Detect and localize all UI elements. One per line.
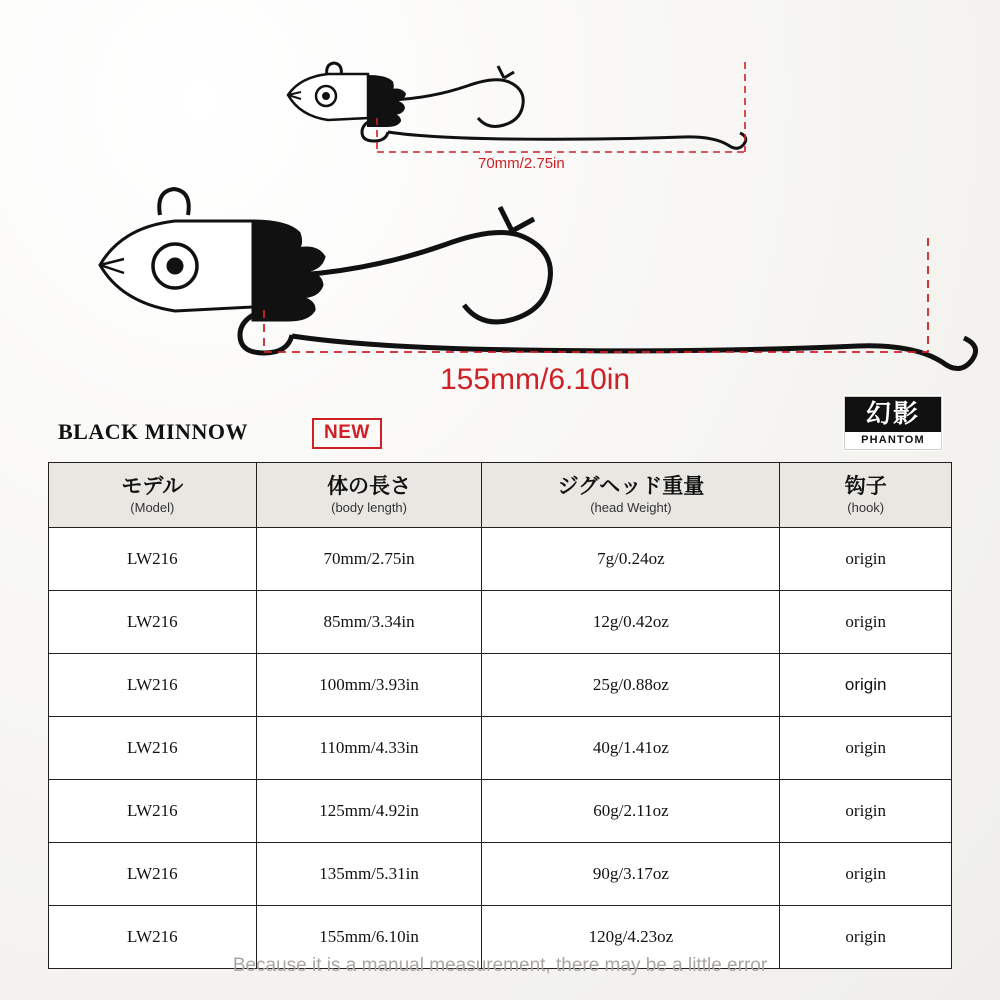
spec-table-wrapper xyxy=(48,462,952,969)
cell-body-length: 135mm/5.31in xyxy=(256,843,482,906)
cell-model: LW216 xyxy=(49,591,257,654)
table-row xyxy=(49,717,952,780)
table-row xyxy=(49,843,952,906)
cell-body-length: 110mm/4.33in xyxy=(256,717,482,780)
cell-body-length: 125mm/4.92in xyxy=(256,780,482,843)
cell-model: LW216 xyxy=(49,906,257,969)
product-name: BLACK MINNOW xyxy=(58,419,248,444)
cell-head-weight: 25g/0.88oz xyxy=(482,654,780,717)
small-lure-dimension-label: 70mm/2.75in xyxy=(478,155,565,172)
large-lure-dimension-guides xyxy=(264,238,928,352)
table-row xyxy=(49,780,952,843)
table-header-row xyxy=(49,463,952,528)
cell-body-length: 155mm/6.10in xyxy=(256,906,482,969)
cell-body-length: 85mm/3.34in xyxy=(256,591,482,654)
table-row xyxy=(49,591,952,654)
column-header-model-en: (Model) xyxy=(130,500,175,515)
cell-head-weight: 7g/0.24oz xyxy=(482,528,780,591)
spec-table xyxy=(48,462,952,969)
cell-hook: origin xyxy=(780,528,952,591)
cell-hook: origin xyxy=(780,717,952,780)
table-row xyxy=(49,528,952,591)
column-header-model xyxy=(49,463,257,528)
cell-hook: origin xyxy=(780,654,952,717)
cell-head-weight: 40g/1.41oz xyxy=(482,717,780,780)
column-header-head-weight xyxy=(482,463,780,528)
new-badge: NEW xyxy=(312,418,382,449)
column-header-hook-en: (hook) xyxy=(847,500,885,515)
cell-head-weight: 120g/4.23oz xyxy=(482,906,780,969)
cell-head-weight: 12g/0.42oz xyxy=(482,591,780,654)
column-header-hook-jp: 钩子 xyxy=(844,474,887,498)
measurement-disclaimer: Because it is a manual measurement, there may be a little error xyxy=(232,955,768,976)
column-header-head-weight-en: (head Weight) xyxy=(590,500,672,515)
cell-model: LW216 xyxy=(49,717,257,780)
cell-model: LW216 xyxy=(49,843,257,906)
phantom-logo-latin: PHANTOM xyxy=(861,434,925,446)
large-lure xyxy=(100,189,976,369)
large-lure-dimension-label: 155mm/6.10in xyxy=(440,363,631,396)
phantom-logo-cjk: 幻影 xyxy=(845,397,941,432)
cell-hook: origin xyxy=(780,843,952,906)
cell-body-length: 70mm/2.75in xyxy=(256,528,482,591)
phantom-logo xyxy=(844,396,942,450)
cell-head-weight: 60g/2.11oz xyxy=(482,780,780,843)
column-header-hook xyxy=(780,463,952,528)
small-lure xyxy=(288,63,746,148)
cell-hook: origin xyxy=(780,906,952,969)
cell-body-length: 100mm/3.93in xyxy=(256,654,482,717)
column-header-body-length xyxy=(256,463,482,528)
brand-row xyxy=(0,399,1000,462)
cell-hook: origin xyxy=(780,780,952,843)
cell-hook: origin xyxy=(780,591,952,654)
column-header-body-length-en: (body length) xyxy=(331,500,407,515)
column-header-model-jp: モデル xyxy=(121,474,184,498)
cell-head-weight: 90g/3.17oz xyxy=(482,843,780,906)
lure-illustration-area xyxy=(0,0,1000,400)
cell-model: LW216 xyxy=(49,780,257,843)
column-header-head-weight-jp: ジグヘッド重量 xyxy=(557,474,705,498)
cell-model: LW216 xyxy=(49,654,257,717)
column-header-body-length-jp: 体の長さ xyxy=(327,474,412,498)
lure-diagram xyxy=(0,0,1000,400)
table-row xyxy=(49,654,952,717)
cell-model: LW216 xyxy=(49,528,257,591)
